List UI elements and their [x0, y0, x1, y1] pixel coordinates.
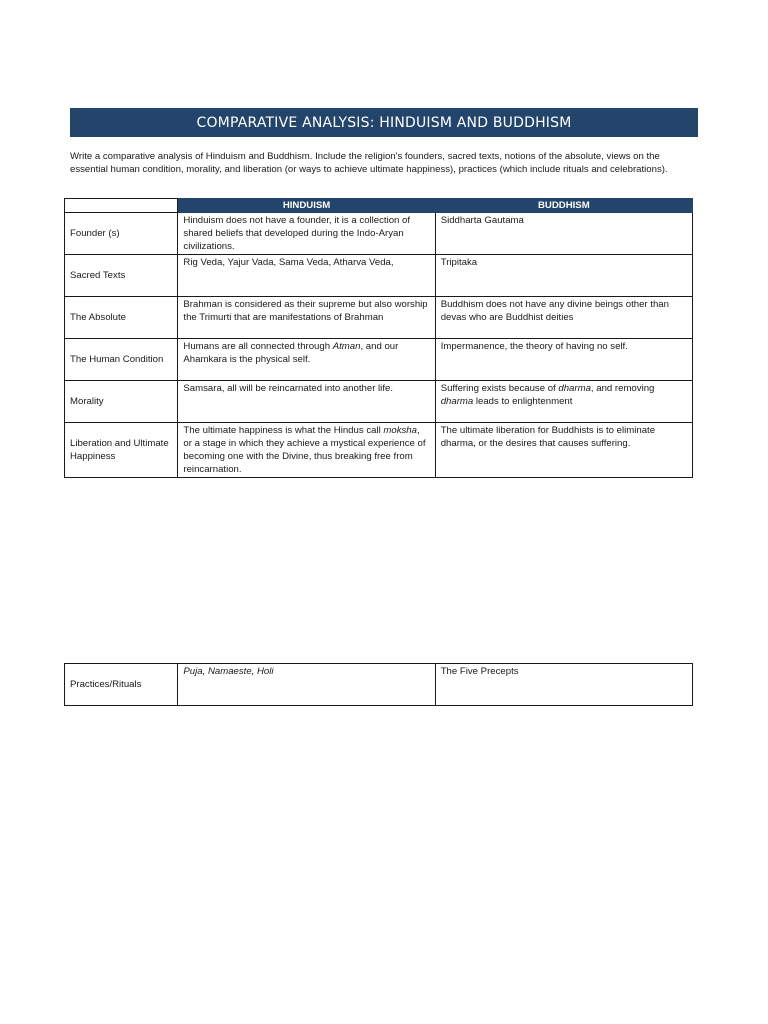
italic-term: dharma [558, 383, 591, 394]
header-hinduism: HINDUISM [178, 199, 435, 213]
buddhism-cell: The ultimate liberation for Buddhists is to eliminate dharma, or the desires that causes suffering. [435, 423, 692, 478]
instructions-paragraph: Write a comparative analysis of Hinduism and Buddhism. Include the religion's founders, sacred texts, notions of the absolute, views on the essential human condition, morality, and liberation (or ways to achieve ultimate happiness), practices (which include rituals and celebrations). [70, 151, 668, 175]
text-span: Humans are all connected through [183, 341, 333, 352]
hinduism-cell: Hinduism does not have a founder, it is a collection of shared beliefs that developed during the Indo-Aryan civilizations. [178, 213, 435, 255]
italic-term: moksha [383, 425, 417, 436]
table-row-morality [65, 381, 693, 423]
buddhism-cell: Siddharta Gautama [435, 213, 692, 255]
table-header-row [65, 199, 693, 213]
text-span: , and our Ahamkara is the physical self. [183, 341, 399, 365]
text-span: The ultimate happiness is what the Hindus call [183, 425, 384, 436]
table-row-practices [65, 664, 693, 706]
hinduism-cell [178, 339, 435, 381]
row-label: Practices/Rituals [65, 664, 178, 706]
italic-term: Atman [332, 341, 361, 352]
hinduism-cell [178, 423, 435, 478]
hinduism-cell [178, 664, 435, 706]
row-label: Morality [65, 381, 178, 423]
header-blank-cell [65, 199, 178, 213]
buddhism-cell: Tripitaka [435, 255, 692, 297]
table-row-human-condition [65, 339, 693, 381]
hinduism-cell: Samsara, all will be reincarnated into another life. [178, 381, 435, 423]
header-buddhism: BUDDHISM [435, 199, 692, 213]
hinduism-cell: Rig Veda, Yajur Vada, Sama Veda, Atharva Veda, [178, 255, 435, 297]
table-row-liberation [65, 423, 693, 478]
buddhism-cell: The Five Precepts [435, 664, 692, 706]
buddhism-cell: Buddhism does not have any divine beings other than devas who are Buddhist deities [435, 297, 692, 339]
italic-term: Puja, Namaeste, Holi [183, 666, 274, 677]
italic-term: dharma [440, 396, 474, 407]
table-row-sacred-texts [65, 255, 693, 297]
text-span: , or a stage in which they achieve a mystical experience of becoming one with the Divine, thus breaking free from reincarnation. [183, 425, 426, 475]
text-span: , and removing [590, 383, 655, 394]
row-label: The Human Condition [65, 339, 178, 381]
table-row-founder [65, 213, 693, 255]
text-span: Suffering exists because of [440, 383, 559, 394]
row-label: Founder (s) [65, 213, 178, 255]
practices-table [64, 663, 693, 706]
page-title-banner: COMPARATIVE ANALYSIS: HINDUISM AND BUDDHISM [70, 108, 698, 137]
text-span: leads to enlightenment [473, 396, 573, 407]
buddhism-cell: Impermanence, the theory of having no self. [435, 339, 692, 381]
row-label: Sacred Texts [65, 255, 178, 297]
buddhism-cell [435, 381, 692, 423]
table-row-absolute [65, 297, 693, 339]
hinduism-cell: Brahman is considered as their supreme but also worship the Trimurti that are manifestations of Brahman [178, 297, 435, 339]
row-label: Liberation and Ultimate Happiness [65, 423, 178, 478]
row-label: The Absolute [65, 297, 178, 339]
comparison-table [64, 198, 693, 478]
